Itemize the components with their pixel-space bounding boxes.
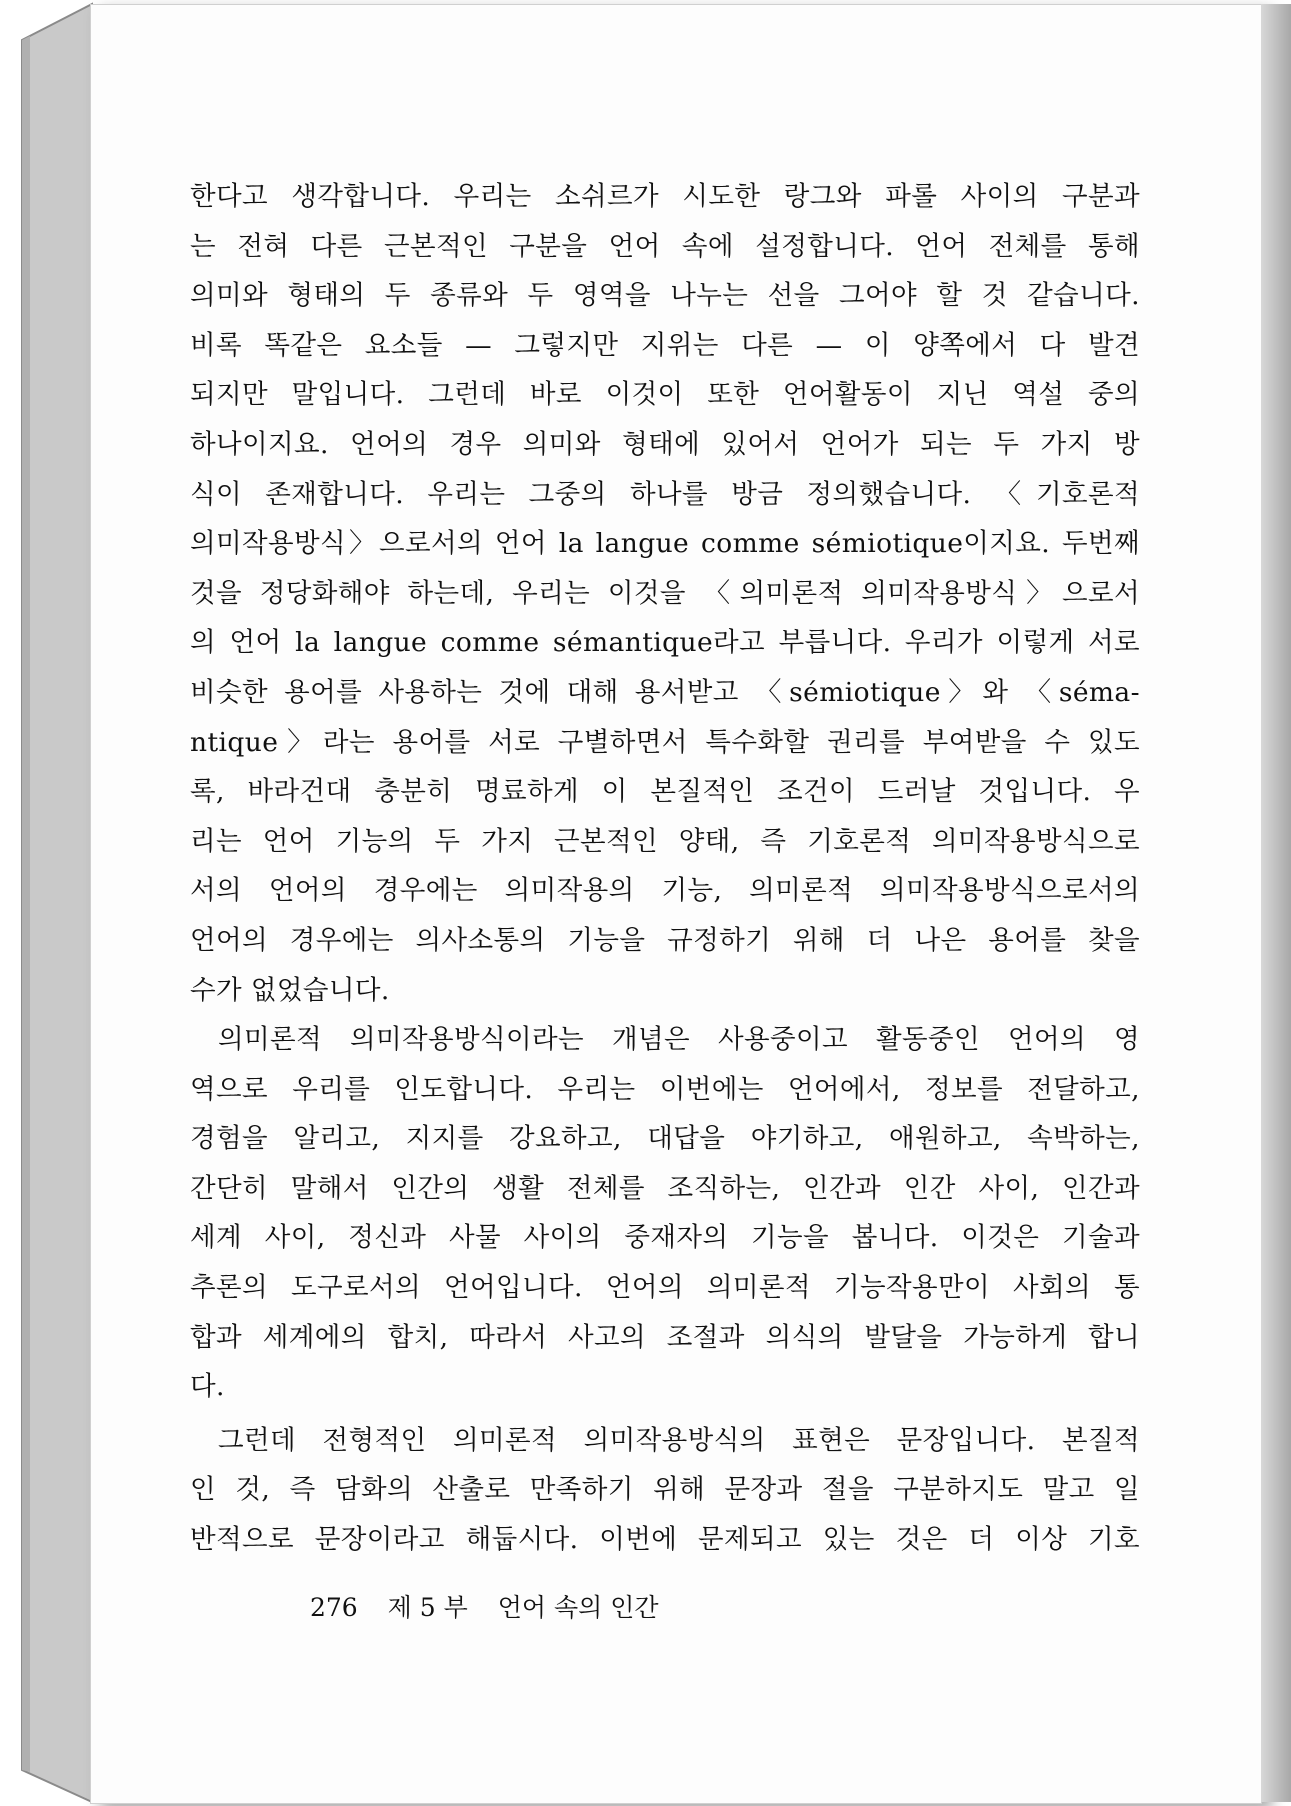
part-title: 언어 속의 인간: [497, 1593, 659, 1622]
text-line: 서의 언어의 경우에는 의미작용의 기능, 의미론적 의미작용방식으로서의: [190, 875, 1140, 907]
book-spine: [0, 0, 100, 1806]
text-line: 의미작용방식〉으로서의 언어 la langue comme sémiotique이지요. 두번째: [190, 528, 1140, 560]
text-line: 합과 세계에의 합치, 따라서 사고의 조절과 의식의 발달을 가능하게 합니: [190, 1321, 1140, 1353]
text-line: 의 언어 la langue comme sémantique라고 부릅니다. 우리가 이렇게 서로: [190, 627, 1140, 659]
text-line: 다.: [190, 1371, 225, 1403]
text-line: 역으로 우리를 인도합니다. 우리는 이번에는 언어에서, 정보를 전달하고,: [190, 1073, 1140, 1105]
text-line: 리는 언어 기능의 두 가지 근본적인 양태, 즉 기호론적 의미작용방식으로: [190, 825, 1140, 857]
text-line: 인 것, 즉 담화의 산출로 만족하기 위해 문장과 절을 구분하지도 말고 일: [190, 1474, 1140, 1506]
text-line: 간단히 말해서 인간의 생활 전체를 조직하는, 인간과 인간 사이, 인간과: [190, 1172, 1140, 1204]
text-line: 의미론적 의미작용방식이라는 개념은 사용중이고 활동중인 언어의 영: [218, 1024, 1140, 1056]
text-line: 경험을 알리고, 지지를 강요하고, 대답을 야기하고, 애원하고, 속박하는,: [190, 1123, 1140, 1155]
text-line: 되지만 말입니다. 그런데 바로 이것이 또한 언어활동이 지닌 역설 중의: [190, 379, 1140, 411]
text-line: 는 전혀 다른 근본적인 구분을 언어 속에 설정합니다. 언어 전체를 통해: [190, 230, 1140, 262]
text-line: 식이 존재합니다. 우리는 그중의 하나를 방금 정의했습니다. 〈기호론적: [190, 478, 1140, 510]
text-line: 비슷한 용어를 사용하는 것에 대해 용서받고 〈sémiotique〉와 〈séma-: [190, 676, 1140, 708]
text-line: 록, 바라건대 충분히 명료하게 이 본질적인 조건이 드러날 것입니다. 우: [190, 776, 1140, 808]
text-line: 세계 사이, 정신과 사물 사이의 중재자의 기능을 봅니다. 이것은 기술과: [190, 1222, 1140, 1254]
text-line: 반적으로 문장이라고 해둡시다. 이번에 문제되고 있는 것은 더 이상 기호: [190, 1524, 1140, 1556]
text-line: ntique〉라는 용어를 서로 구별하면서 특수화할 권리를 부여받을 수 있도: [190, 726, 1140, 758]
page-edge-shadow: [1261, 4, 1291, 1802]
text-line: 비록 똑같은 요소들 — 그렇지만 지위는 다른 — 이 양쪽에서 다 발견: [190, 329, 1140, 361]
text-line: 언어의 경우에는 의사소통의 기능을 규정하기 위해 더 나은 용어를 찾을: [190, 924, 1140, 956]
text-line: 한다고 생각합니다. 우리는 소쉬르가 시도한 랑그와 파롤 사이의 구분과: [190, 181, 1140, 212]
text-line: 하나이지요. 언어의 경우 의미와 형태에 있어서 언어가 되는 두 가지 방: [190, 428, 1140, 460]
page-number: 276: [310, 1593, 358, 1622]
text-line: 수가 없었습니다.: [190, 974, 390, 1006]
text-line: 것을 정당화해야 하는데, 우리는 이것을 〈의미론적 의미작용방식〉으로서: [190, 577, 1140, 609]
text-line: 추론의 도구로서의 언어입니다. 언어의 의미론적 기능작용만이 사회의 통: [190, 1272, 1140, 1304]
page-footer: [310, 1588, 681, 1624]
body-text: [190, 172, 1140, 1565]
part-label: 제 5 부: [387, 1593, 468, 1622]
text-line: 의미와 형태의 두 종류와 두 영역을 나누는 선을 그어야 할 것 같습니다.: [190, 280, 1140, 312]
text-line: 그런데 전형적인 의미론적 의미작용방식의 표현은 문장입니다. 본질적: [218, 1424, 1140, 1456]
